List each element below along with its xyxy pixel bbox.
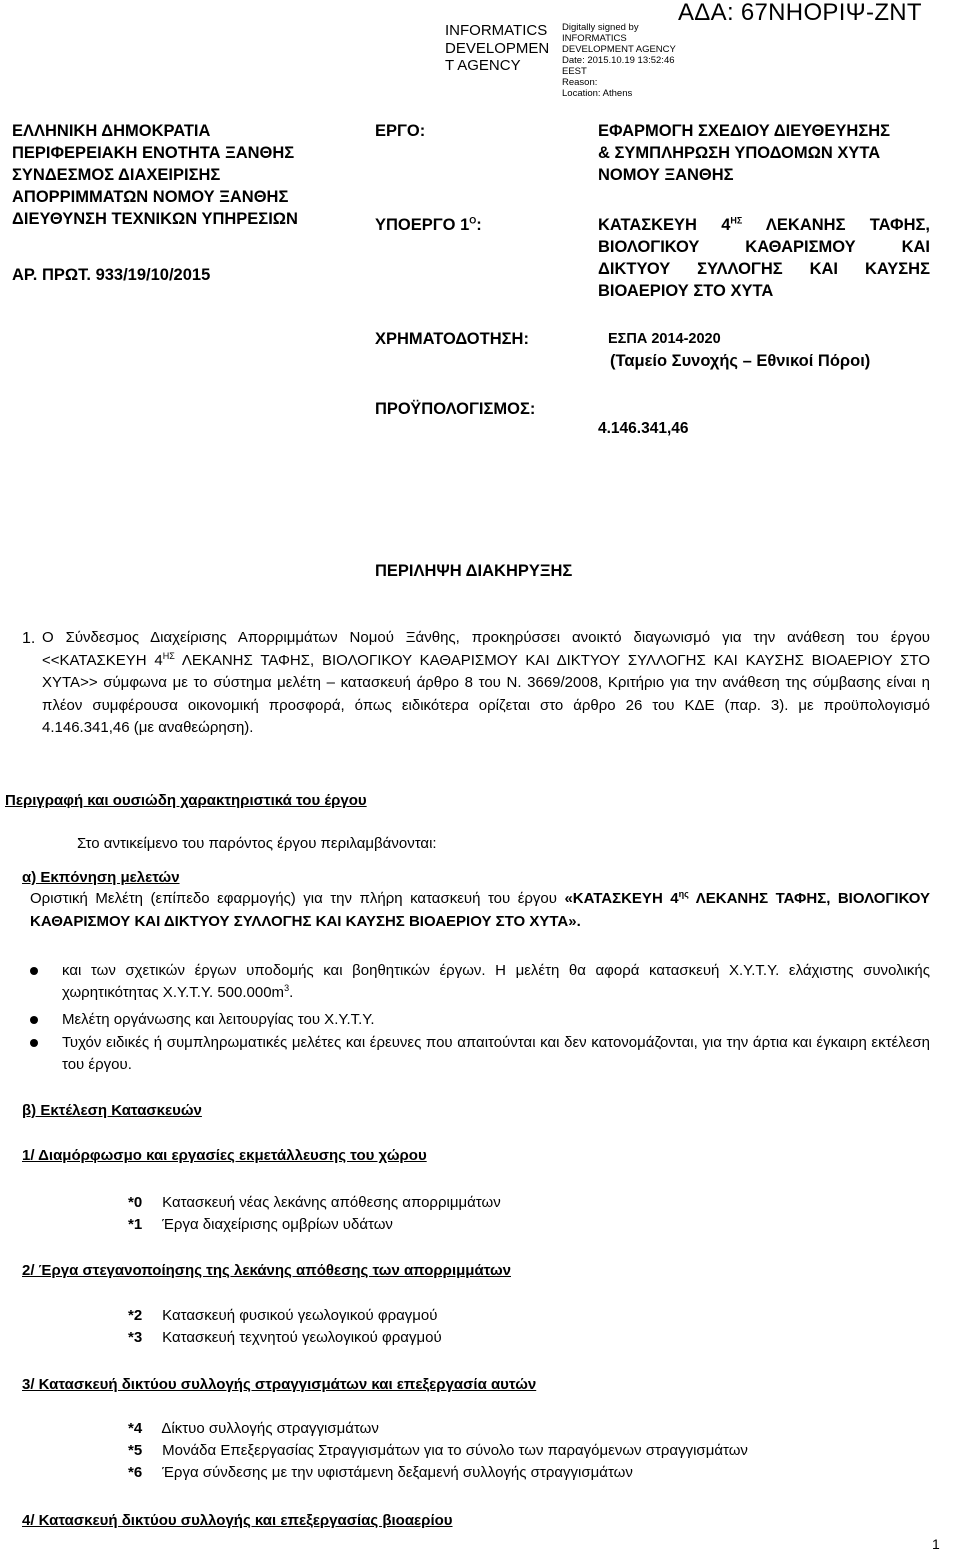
bullet-icon: [30, 967, 38, 975]
funding-value: ΕΣΠΑ 2014-2020: [608, 331, 721, 347]
signature-reason: Reason:: [562, 77, 598, 88]
authority-line: ΔΙΕΥΘΥΝΣΗ ΤΕΧΝΙΚΩΝ ΥΠΗΡΕΣΙΩΝ: [12, 210, 298, 228]
list-item: *1 Έργα διαχείρισης ομβρίων υδάτων: [128, 1216, 393, 1233]
bullet-icon: [30, 1039, 38, 1047]
construction-title: β) Εκτέλεση Κατασκευών: [22, 1102, 202, 1119]
budget-label: ΠΡΟΫΠΟΛΟΓΙΣΜΟΣ:: [375, 400, 536, 418]
funding-detail: (Ταμείο Συνοχής – Εθνικοί Πόροι): [610, 352, 871, 370]
signed-by: Digitally signed by INFORMATICS DEVELOPMENT AGENCY: [562, 22, 676, 55]
subproject-title: ΚΑΤΑΣΚΕΥΗ $4^{H\Sigma}$ ΛΕΚΑΝΗΣ ΤΑΦΗΣ, ΒΙΟΛΟΓΙΚΟΥ ΚΑΘΑΡΙΣΜΟΥ ΚΑΙ ΔΙΚΤΥΟΥ ΣΥΛΛΟΓΗΣ ΚΑΙ ΚΑΥΣΗΣ ΒΙΟΑΕΡΙΟΥ ΣΤΟ ΧΥΤΑ: [598, 215, 930, 300]
signature-location: Location: Athens: [562, 88, 633, 99]
summary-paragraph: Ο Σύνδεσμος Διαχείρισης Απορριμμάτων Νομού Ξάνθης, προκηρύσσει ανοικτό διαγωνισμό για την ανάθεση του έργου <<ΚΑΤΑΣΚΕΥΗ $4^{H\Sigma}$ ΛΕΚΑΝΗΣ ΤΑΦΗΣ, ΒΙΟΛΟΓΙΚΟΥ ΚΑΘΑΡΙΣΜΟΥ ΚΑΙ ΔΙΚΤΥΟΥ ΣΥΛΛΟΓΗΣ ΚΑΙ ΚΑΥΣΗΣ ΒΙΟΑΕΡΙΟΥ ΣΤΟ ΧΥΤΑ>> σύμφωνα με το σύστημα μελέτη – κατασκευή άρθρο 8 του Ν. 3669/2008, Κριτήριο για την ανάθεση της σύμβασης είναι η πλέον συμφέρουσα οικονομική προσφορά, όπως ειδικότερα ορίζεται στο άρθρο 26 του ΚΔΕ (παρ. 3). με προϋπολογισμό 4.146.341,46 (με αναθεώρηση).: [42, 629, 930, 736]
section-items: [128, 1192, 501, 1236]
item-number: 1.: [22, 630, 36, 647]
protocol-number: ΑΡ. ΠΡΩΤ. 933/19/10/2015: [12, 266, 211, 284]
list-item: *6 Έργα σύνδεσης με την υφιστάμενη δεξαμενή συλλογής στραγγισμάτων: [128, 1464, 633, 1481]
list-item: *5 Μονάδα Επεξεργασίας Στραγγισμάτων για το σύνολο των παραγόμενων στραγγισμάτων: [128, 1442, 748, 1459]
authority-line: ΕΛΛΗΝΙΚΗ ΔΗΜΟΚΡΑΤΙΑ: [12, 122, 211, 140]
summary-title: ΠΕΡΙΛΗΨΗ ΔΙΑΚΗΡΥΞΗΣ: [375, 562, 573, 580]
page-number: 1: [932, 1536, 940, 1552]
studies-title: α) Εκπόνηση μελετών: [22, 869, 180, 886]
project-title: ΕΦΑΡΜΟΓΗ ΣΧΕΔΙΟΥ ΔΙΕΥΘΕΥΗΣΗΣ & ΣΥΜΠΛΗΡΩΣΗ ΥΠΟΔΟΜΩΝ ΧΥΤΑ ΝΟΜΟΥ ΞΑΝΘΗΣ: [598, 122, 891, 184]
funding-label: ΧΡΗΜΑΤΟΔΟΤΗΣΗ:: [375, 330, 529, 348]
signature-details: [562, 22, 692, 99]
budget-value: 4.146.341,46: [598, 420, 689, 437]
authority-line: ΣΥΝΔΕΣΜΟΣ ΔΙΑΧΕΙΡΙΣΗΣ: [12, 166, 221, 184]
ada-code: ΑΔΑ: 67ΝΗΟΡΙΨ-ΖΝΤ: [678, 0, 922, 26]
section-items: [128, 1305, 442, 1349]
section-title: 3/ Κατασκευή δικτύου συλλογής στραγγισμάτων και επεξεργασία αυτών: [22, 1376, 537, 1393]
list-item: *2 Κατασκευή φυσικού γεωλογικού φραγμού: [128, 1307, 438, 1324]
description-heading: Περιγραφή και ουσιώδη χαρακτηριστικά του έργου: [5, 792, 367, 809]
authority-line: ΠΕΡΙΦΕΡΕΙΑΚΗ ΕΝΟΤΗΤΑ ΞΑΝΘΗΣ: [12, 144, 295, 162]
issuing-authority: [12, 120, 362, 230]
signature-date: Date: 2015.10.19 13:52:46 EEST: [562, 55, 675, 77]
studies-paragraph: Οριστική Μελέτη (επίπεδο εφαρμογής) για την πλήρη κατασκευή του έργου «ΚΑΤΑΣΚΕΥΗ $4^{\eta\varsigma}$ ΛΕΚΑΝΗΣ ΤΑΦΗΣ, ΒΙΟΛΟΓΙΚΟΥ ΚΑΘΑΡΙΣΜΟΥ ΚΑΙ ΔΙΚΤΥΟΥ ΣΥΛΛΟΓΗΣ ΚΑΙ ΚΑΥΣΗΣ ΒΙΟΑΕΡΙΟΥ ΣΤΟ ΧΥΤΑ».: [30, 889, 930, 930]
section-title: 1/ Διαμόρφωσμο και εργασίες εκμετάλλευσης του χώρου: [22, 1147, 427, 1164]
subproject-label: ΥΠΟΕΡΓΟ $1^O$:: [375, 215, 482, 234]
section-items: [128, 1418, 748, 1484]
list-item: *4 Δίκτυο συλλογής στραγγισμάτων: [128, 1420, 379, 1437]
bullet-icon: [30, 1016, 38, 1024]
list-item: *0 Κατασκευή νέας λεκάνης απόθεσης απορριμμάτων: [128, 1194, 501, 1211]
description-intro: Στο αντικείμενο του παρόντος έργου περιλαμβάνονται:: [77, 835, 437, 852]
signer-name: INFORMATICS DEVELOPMEN T AGENCY: [445, 22, 550, 74]
authority-line: ΑΠΟΡΡΙΜΜΑΤΩΝ ΝΟΜΟΥ ΞΑΝΘΗΣ: [12, 188, 289, 206]
list-item: *3 Κατασκευή τεχνητού γεωλογικού φραγμού: [128, 1329, 442, 1346]
section-title: 2/ Έργα στεγανοποίησης της λεκάνης απόθεσης των απορριμμάτων: [22, 1262, 511, 1279]
section-title: 4/ Κατασκευή δικτύου συλλογής και επεξεργασίας βιοαερίου: [22, 1512, 453, 1529]
project-label: ΕΡΓΟ:: [375, 122, 426, 140]
